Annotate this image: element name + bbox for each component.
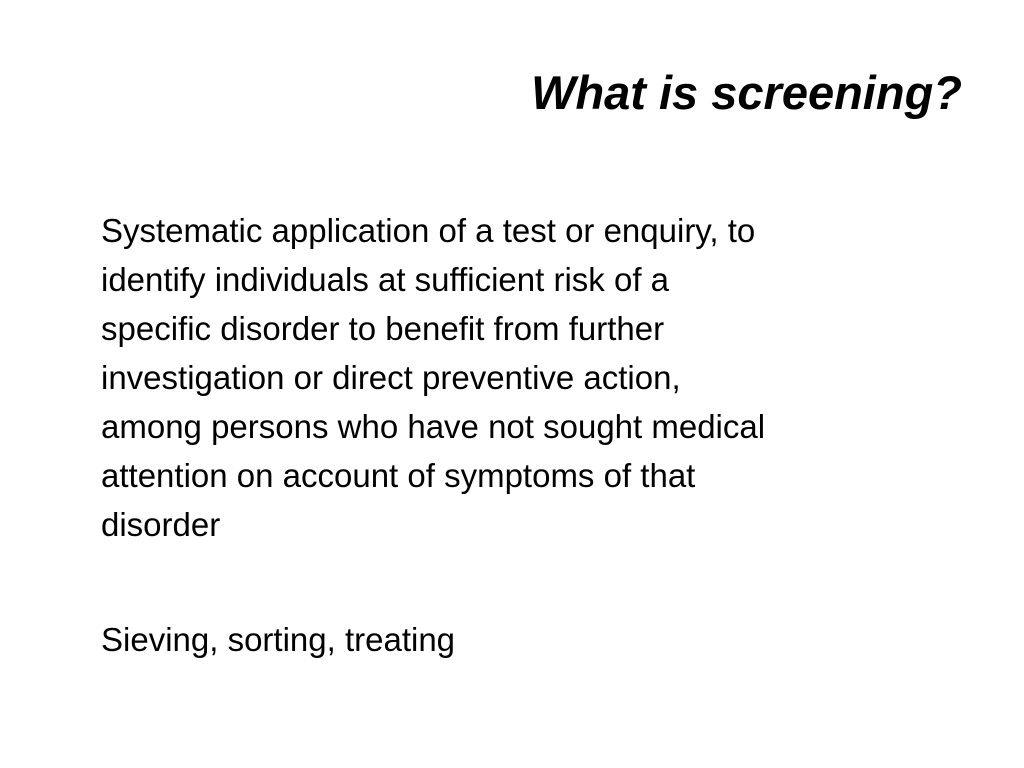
definition-line: among persons who have not sought medical (101, 408, 766, 445)
definition-line: attention on account of symptoms of that (101, 457, 696, 494)
paragraph-spacer (101, 549, 961, 615)
definition-line: identify individuals at sufficient risk of a (101, 261, 670, 298)
definition-line: disorder (101, 506, 221, 543)
summary-paragraph: Sieving, sorting, treating (101, 621, 456, 658)
definition-line: investigation or direct preventive action, (101, 359, 681, 396)
definition-line: Systematic application of a test or enquiry, to (101, 212, 756, 249)
slide-title: What is screening? (531, 66, 962, 119)
slide-body (101, 206, 961, 664)
definition-paragraph (101, 206, 961, 549)
definition-line: specific disorder to benefit from further (101, 310, 665, 347)
